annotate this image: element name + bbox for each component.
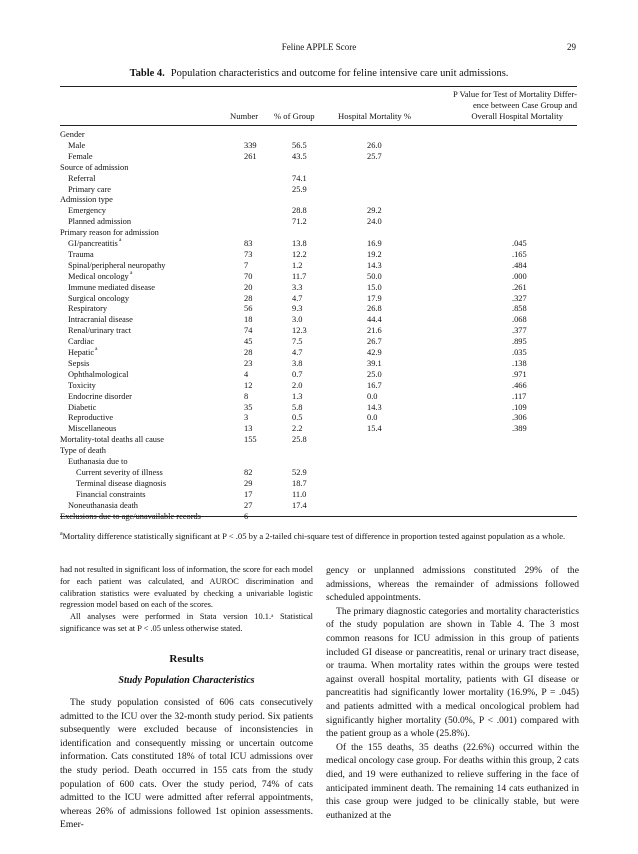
col-header-p-line3: Overall Hospital Mortality [471, 111, 563, 121]
table-row [60, 173, 577, 184]
table-row [60, 434, 577, 445]
table-row [60, 380, 577, 391]
row-pct: 3.3 [292, 282, 303, 292]
row-label: Toxicity [68, 380, 96, 390]
row-label: Euthanasia due to [68, 457, 128, 466]
table-row [60, 249, 577, 260]
row-pct: 25.9 [292, 184, 307, 194]
row-label: Source of admission [60, 162, 129, 172]
table-row [60, 369, 577, 380]
left-para-2: All analyses were performed in Stata version 10.1.ᵃ Statistical significance was set at P < .05 unless otherwise stated. [60, 612, 313, 633]
row-p-value: .327 [512, 293, 527, 303]
row-mortality: 14.3 [367, 402, 382, 412]
table-row [60, 391, 577, 402]
right-para-1: gency or unplanned admissions constituted 29% of the admissions, whereas the remainder of admissions followed scheduled appointments. [326, 565, 579, 604]
table-label: Table 4. [129, 68, 165, 79]
row-p-value: .045 [512, 239, 527, 248]
left-para-3: The study population consisted of 606 cats consecutively admitted to the ICU over the 32-month study period. Six patients subsequently were excluded because of inconsistencies in identification and consequently missing or uncertain outcome information. Cats constituted 18% of total ICU admissions over the study period. Death occurred in 155 cats from the study population of 600 cats. Over the study period, 74% of cats admitted to the ICU were admitted after referral appointments, whereas 26% of admissions followed 1st opinion assessments. Emer- [60, 696, 313, 831]
table-row [60, 402, 577, 413]
row-mortality: 24.0 [367, 217, 382, 227]
row-p-value: .117 [512, 391, 527, 401]
row-mortality: 21.6 [367, 326, 382, 336]
table-row [60, 423, 577, 434]
col-header-p-line1: P Value for Test of Mortality Differ- [453, 89, 577, 99]
row-p-value: .000 [512, 271, 527, 281]
row-pct: 7.5 [292, 337, 303, 347]
row-label: Referral [68, 173, 96, 183]
row-number: 27 [244, 500, 253, 510]
row-p-value: .971 [512, 369, 527, 379]
table-row [60, 282, 577, 293]
table-row [60, 238, 577, 249]
row-mortality: 50.0 [367, 271, 382, 281]
page-number: 29 [567, 42, 576, 52]
table-row [60, 325, 577, 336]
row-mortality: 39.1 [367, 358, 382, 368]
row-number: 29 [244, 478, 253, 488]
row-mortality: 17.9 [367, 293, 382, 303]
row-label: Financial constraints [76, 489, 146, 499]
row-label: Hepatic [68, 348, 95, 357]
col-header-pct: % of Group [274, 111, 315, 121]
row-mortality: 19.2 [367, 249, 382, 259]
row-pct: 17.4 [292, 500, 307, 510]
table-footnote [60, 528, 577, 542]
table-row [60, 227, 577, 238]
right-column [326, 564, 579, 822]
row-number: 82 [244, 467, 253, 477]
row-p-value: .858 [512, 304, 527, 314]
row-pct: 5.8 [292, 402, 303, 412]
row-pct: 12.3 [292, 326, 307, 336]
row-p-value: .109 [512, 402, 527, 412]
row-p-value: .035 [512, 348, 527, 357]
table-row [60, 489, 577, 500]
row-mortality: 44.4 [367, 315, 382, 325]
row-label: Type of death [60, 446, 106, 456]
row-label: Reproductive [68, 413, 114, 423]
row-pct: 0.7 [292, 369, 303, 379]
left-para-1: had not resulted in significant loss of information, the score for each model for each patient was calculated, and AUROC discrimination and calibration statistics were evaluated by checking a univariable logistic regression model based on each of the scores. [60, 565, 313, 610]
table-header-rule [60, 125, 577, 126]
row-label: Primary care [68, 184, 112, 194]
table-row [60, 456, 577, 467]
row-label: Trauma [68, 249, 94, 259]
row-p-value: .306 [512, 413, 527, 423]
row-pct: 9.3 [292, 304, 303, 314]
table-row [60, 467, 577, 478]
col-header-p-line2: ence between Case Group and [472, 100, 577, 110]
row-label: Emergency [68, 206, 106, 216]
row-mortality: 14.3 [367, 260, 382, 270]
table-top-rule [60, 86, 577, 87]
row-number: 20 [244, 282, 253, 292]
row-number: 73 [244, 249, 253, 259]
running-header-title: Feline APPLE Score [281, 42, 357, 52]
table-row [60, 151, 577, 162]
row-label: Spinal/peripheral neuropathy [68, 260, 166, 270]
row-pct: 56.5 [292, 140, 307, 150]
row-mortality: 15.0 [367, 282, 382, 292]
row-label-footnote-mark: a [130, 269, 133, 276]
row-pct: 13.8 [292, 239, 307, 248]
table-row [60, 216, 577, 227]
row-label: Cardiac [68, 337, 95, 347]
table-row [60, 184, 577, 195]
row-label-footnote-mark: a [119, 237, 122, 243]
row-pct: 2.2 [292, 424, 303, 434]
row-label: Medical oncology [68, 271, 129, 281]
row-number: 261 [244, 151, 257, 161]
row-label: Diabetic [68, 402, 97, 412]
row-number: 12 [244, 380, 253, 390]
row-number: 4 [244, 369, 249, 379]
row-label: Female [68, 151, 93, 161]
table-row [60, 445, 577, 456]
col-header-number: Number [230, 111, 259, 121]
table-row [60, 336, 577, 347]
row-pct: 11.0 [292, 489, 307, 499]
row-p-value: .138 [512, 358, 527, 368]
table-row [60, 314, 577, 325]
row-label: Endocrine disorder [68, 391, 132, 401]
row-label: Admission type [60, 195, 113, 205]
row-number: 56 [244, 304, 253, 314]
row-pct: 74.1 [292, 173, 307, 183]
row-label-footnote-mark: a [95, 346, 98, 352]
row-number: 35 [244, 402, 253, 412]
table-row [60, 358, 577, 369]
row-pct: 1.3 [292, 391, 303, 401]
row-label: GI/pancreatitis [68, 239, 118, 248]
table-row [60, 478, 577, 489]
left-column [60, 564, 313, 832]
row-number: 6 [244, 511, 249, 521]
col-header-mortality: Hospital Mortality % [338, 111, 412, 121]
row-mortality: 15.4 [367, 424, 382, 434]
right-para-3: Of the 155 deaths, 35 deaths (22.6%) occurred within the medical oncology case group. For deaths within this group, 2 cats died, and 19 were euthanized to relieve suffering in the face of anticipated imminent death. The remaining 14 cats euthanized in this case group were judged to be clinically stable, but were euthanized at the [326, 741, 579, 821]
row-mortality: 29.2 [367, 206, 382, 216]
row-number: 7 [244, 260, 249, 270]
row-number: 28 [244, 348, 253, 357]
row-pct: 12.2 [292, 249, 307, 259]
row-pct: 11.7 [292, 271, 307, 281]
row-label: Respiratory [68, 304, 108, 314]
row-pct: 3.0 [292, 315, 303, 325]
row-pct: 28.8 [292, 206, 307, 216]
table-row [60, 129, 577, 140]
footnote-mark: a [60, 531, 63, 537]
row-label: Mortality-total deaths all cause [60, 435, 164, 445]
table-row [60, 271, 577, 282]
row-label: Intracranial disease [68, 315, 133, 325]
row-label: Male [68, 140, 86, 150]
row-p-value: .466 [512, 380, 527, 390]
row-pct: 3.8 [292, 358, 303, 368]
row-mortality: 26.8 [367, 304, 382, 314]
row-label: Noneuthanasia death [68, 500, 138, 510]
row-mortality: 25.0 [367, 369, 382, 379]
table-row [60, 194, 577, 205]
row-label: Immune mediated disease [68, 282, 155, 292]
row-p-value: .261 [512, 282, 527, 292]
row-p-value: .377 [512, 326, 527, 336]
row-mortality: 26.0 [367, 140, 382, 150]
row-number: 8 [244, 391, 249, 401]
table-row [60, 205, 577, 216]
row-p-value: .484 [512, 260, 527, 270]
row-number: 13 [244, 424, 253, 434]
row-number: 23 [244, 358, 253, 368]
row-pct: 71.2 [292, 217, 307, 227]
row-pct: 43.5 [292, 151, 307, 161]
row-pct: 52.9 [292, 467, 307, 477]
row-label: Surgical oncology [68, 293, 130, 303]
table-row [60, 162, 577, 173]
row-pct: 4.7 [292, 348, 303, 357]
row-mortality: 42.9 [367, 348, 382, 357]
row-pct: 4.7 [292, 293, 303, 303]
row-mortality: 0.0 [367, 413, 378, 423]
row-mortality: 16.7 [367, 380, 382, 390]
row-label: Sepsis [68, 358, 90, 368]
row-p-value: .165 [512, 249, 527, 259]
row-pct: 2.0 [292, 380, 303, 390]
row-number: 28 [244, 293, 253, 303]
row-pct: 25.8 [292, 435, 307, 445]
row-number: 17 [244, 489, 253, 499]
row-label: Miscellaneous [68, 424, 117, 434]
table-row [60, 303, 577, 314]
row-label: Planned admission [68, 217, 132, 227]
table-row [60, 500, 577, 511]
row-mortality: 25.7 [367, 151, 382, 161]
subsection-heading: Study Population Characteristics [118, 675, 255, 687]
table-row [60, 347, 577, 358]
right-para-2: The primary diagnostic categories and mortality characteristics of the study population are shown in Table 4. The 3 most common reasons for ICU admission in this group of patients included GI disease or pancreatitis, renal or urinary tract disease, or trauma. When mortality rates within the groups were tested against overall hospital mortality, patients with GI disease or pancreatitis had significantly lower mortality (16.9%, P = .045) and patients admitted with a medical oncological problem had significantly higher mortality (50.0%, P < .001) compared with the patient group as a whole (25.8%). [326, 605, 579, 740]
row-number: 155 [244, 435, 257, 445]
col-header-p-value [430, 89, 577, 122]
row-p-value: .895 [512, 337, 527, 347]
row-label: Current severity of illness [76, 467, 163, 477]
row-number: 83 [244, 239, 253, 248]
table-caption-text: Population characteristics and outcome for feline intensive care unit admissions. [170, 68, 509, 79]
row-p-value: .068 [512, 315, 527, 325]
row-pct: 18.7 [292, 478, 307, 488]
row-pct: 0.5 [292, 413, 303, 423]
row-label: Renal/urinary tract [68, 326, 132, 336]
table-bottom-rule [60, 516, 577, 517]
table-row [60, 260, 577, 271]
row-label: Exclusions due to age/unavailable records [60, 511, 201, 521]
table-row [60, 412, 577, 423]
table-row [60, 140, 577, 151]
section-heading-results: Results [169, 652, 204, 665]
row-number: 74 [244, 326, 253, 336]
row-pct: 1.2 [292, 260, 303, 270]
table-caption [0, 68, 638, 79]
row-number: 45 [244, 337, 253, 347]
row-mortality: 16.9 [367, 239, 382, 248]
row-number: 70 [244, 271, 253, 281]
row-label: Terminal disease diagnosis [76, 478, 167, 488]
row-number: 3 [244, 413, 249, 423]
table-row [60, 293, 577, 304]
row-label: Gender [60, 130, 85, 139]
row-p-value: .389 [512, 424, 527, 434]
footnote-text: Mortality difference statistically significant at P < .05 by a 2-tailed chi-square test of difference in proportion tested against population as a whole. [62, 530, 566, 541]
row-mortality: 0.0 [367, 391, 378, 401]
row-label: Primary reason for admission [60, 228, 159, 238]
row-number: 339 [244, 140, 257, 150]
row-mortality: 26.7 [367, 337, 382, 347]
row-label: Ophthalmological [68, 369, 129, 379]
row-number: 18 [244, 315, 253, 325]
